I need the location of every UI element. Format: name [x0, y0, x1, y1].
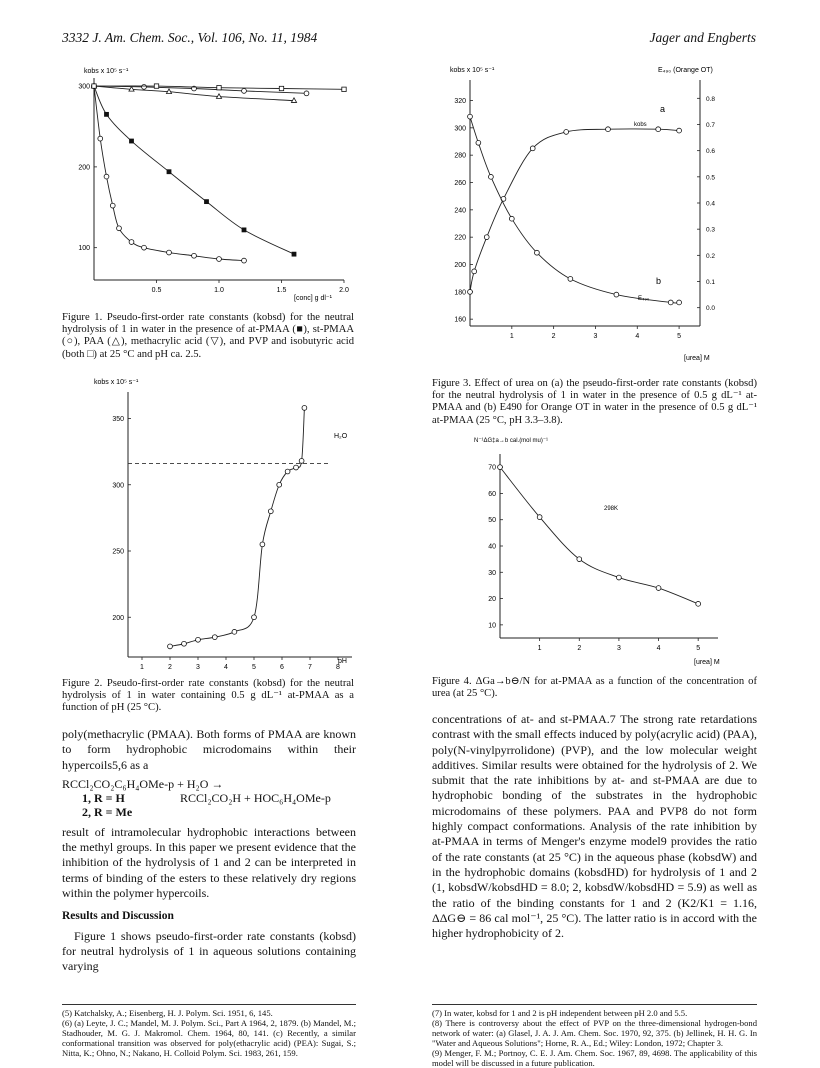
- equation-compound-1: 1, R = H: [82, 790, 125, 805]
- fig2-ytick-label: 350: [112, 416, 124, 423]
- fig4-series-0-point: [498, 465, 503, 470]
- fig1-series-3-point: [304, 91, 309, 96]
- fig1-xtick-label: 1.0: [214, 287, 224, 294]
- fig3-series-0-point: [656, 127, 661, 132]
- fig3-ytick-label: 200: [454, 262, 466, 269]
- fig1-ytick-label: 300: [78, 83, 90, 91]
- fig1-series-4-point: [217, 85, 221, 89]
- fig2-xtick-label: 5: [252, 664, 256, 671]
- running-header-right: Jager and Engberts: [649, 30, 756, 45]
- fig4-ytick-label: 30: [488, 569, 496, 577]
- section-heading: Results and Discussion: [62, 910, 174, 923]
- fig1-series-1-point: [98, 136, 103, 141]
- fig4-xtick-label: 5: [696, 645, 701, 652]
- fig4-series-0-line: [500, 467, 698, 604]
- fig1-series-1-point: [104, 174, 109, 179]
- fig3-ytick-label: 180: [454, 289, 466, 297]
- equation-products: RCCl₂CO₂H + HOC₆H₄OMe-p: [180, 790, 331, 805]
- fig3-annot-kobs: kobs: [634, 122, 647, 128]
- fig1-ytick-label: 100: [78, 245, 90, 253]
- fig1-series-0-point: [167, 169, 172, 174]
- fig2-series-0-point: [285, 469, 290, 474]
- fig4-series-0-point: [617, 575, 622, 580]
- fig1-series-1-point: [242, 258, 247, 263]
- fig2-series-0-point: [252, 615, 257, 620]
- fig2-xtick-label: 6: [280, 664, 284, 671]
- figure-4-chart: [432, 432, 732, 672]
- fig2-series-0-point: [232, 629, 237, 634]
- fig4-annot: 298K: [604, 506, 619, 512]
- fig3-ytick-label: 220: [454, 234, 466, 242]
- fig1-xtick-label: 0.5: [151, 287, 162, 294]
- figure-4-caption: Figure 4. ΔGa→b⊖/N for at-PMAA as a function of the concentration of urea (at 25 °C).: [432, 676, 757, 700]
- fig3-annot-b: b: [656, 276, 662, 286]
- fig2-series-0-point: [302, 406, 307, 411]
- fig4-ytick-label: 70: [488, 464, 496, 472]
- fig3-y2tick-label: 0.0: [706, 305, 716, 313]
- footnote-9: (9) Menger, F. M.; Portnoy, C. E. J. Am. Chem. Soc. 1967, 89, 4698. The applicability of this model will be discussed in a future publication.: [432, 1048, 757, 1068]
- fig3-y2label: E₄₉₀ (Orange OT): [658, 67, 713, 74]
- figure-3-caption: Figure 3. Effect of urea on (a) the pseudo-first-order rate constants (kobsd) for the neutral hydrolysis of 1 in water in the presence of 0.5 g dL⁻¹ at-PMAA and (b) E490 for Orange OT in water in the presence of 0.5 g dL⁻¹ at-PMAA (25 °C, pH 3.3–3.8).: [432, 378, 757, 426]
- fig1-series-0-point: [104, 112, 109, 117]
- fig3-xtick-label: 5: [677, 333, 682, 340]
- fig1-series-0-line: [94, 86, 294, 254]
- fig1-series-4-point: [92, 84, 96, 88]
- fig1-series-4-point: [154, 84, 158, 88]
- right-paragraph-1: concentrations of at- and st-PMAA.7 The strong rate retardations contrast with the small effects induced by poly(acrylic acid) (PAA), poly(N-vinylpyrrolidone) (PVP), and the low molecular weight additives. Similar results were obtained for the hydrolysis of 2. We submit that the rate inhibitions by at- and st-PMAA are due to hydrophobic bonding of the substrates in the hydrophobic microdomains of these polymers. PAA and PVP8 do not form highly compact conformations. Analysis of the rate inhibition by at-PMAA in terms of Menger's enzyme model9 provides the ratio of the rate constants (at 25 °C) in the aqueous phase (kobsdW) and in the hydrophobic domains (kobsdHD) for hydrolysis of 1 and 2 (1, kobsdW/kobsdHD = 8.0; 2, kobsdW/kobsdHD = 5.9) as well as the ratio of the binding constants for 1 and 2 (K2/K1 = 1.16, ΔΔG⊖ = 86 cal mol⁻¹, 25 °C). The latter ratio is in accord with the higher hydrophobicity of 2.: [432, 712, 757, 941]
- figure-3-chart: [432, 58, 752, 368]
- fig3-series-0-point: [472, 269, 477, 274]
- fig3-series-1-point: [535, 250, 540, 255]
- fig4-series-0-point: [656, 586, 661, 591]
- fig1-series-1-point: [192, 253, 197, 258]
- equation-line-1: RCCl₂CO₂C₆H₄OMe-p + H₂O →: [62, 776, 224, 791]
- fig1-ylabel: kobs x 10⁵ s⁻¹: [84, 68, 129, 75]
- fig3-ytick-label: 160: [454, 316, 466, 324]
- fig4-xtick-label: 4: [656, 645, 661, 652]
- reaction-equation: [62, 777, 356, 819]
- fig3-series-0-line: [470, 129, 679, 292]
- fig3-ytick-label: 280: [454, 152, 466, 160]
- fig3-xtick-label: 3: [593, 333, 598, 340]
- fig3-xtick-label: 1: [509, 333, 514, 340]
- fig3-ytick-label: 300: [454, 125, 466, 133]
- figure-1-caption: Figure 1. Pseudo-first-order rate constants (kobsd) for the neutral hydrolysis of 1 in water in the presence of at-PMAA (■), st-PMAA (○), PAA (△), methacrylic acid (▽), and PVP and isobutyric acid (both □) at 25 °C and pH ca. 2.5.: [62, 312, 354, 360]
- fig3-ytick-label: 320: [454, 98, 466, 105]
- fig3-series-1-point: [568, 276, 573, 281]
- fig4-ytick-label: 40: [488, 543, 496, 551]
- fig2-xtick-label: 4: [224, 664, 228, 671]
- fig2-xtick-label: 2: [168, 664, 172, 671]
- fig2-series-0-point: [212, 635, 217, 640]
- fig4-ytick-label: 60: [488, 490, 496, 498]
- fig2-xtick-label: 7: [308, 664, 312, 671]
- fig1-series-1-point: [110, 203, 115, 208]
- running-header-left: 3332 J. Am. Chem. Soc., Vol. 106, No. 11, 1984: [62, 30, 318, 45]
- fig2-series-0-point: [196, 637, 201, 642]
- fig2-series-0-point: [260, 542, 265, 547]
- figure-2-chart: [62, 372, 362, 672]
- fig2-series-0-point: [294, 465, 299, 470]
- fig3-ytick-label: 240: [454, 207, 466, 215]
- left-paragraph-1: poly(methacrylic (PMAA). Both forms of PMAA are known to form hydrophobic microdomains within their hypercoils5,6 as a: [62, 727, 356, 772]
- fig3-ylabel: kobs x 10⁵ s⁻¹: [450, 67, 495, 74]
- fig3-series-1-point: [468, 114, 473, 119]
- fig4-ytick-label: 10: [488, 622, 496, 630]
- fig3-series-0-point: [564, 130, 569, 135]
- fig3-annot-a: a: [660, 104, 666, 114]
- fig3-series-1-point: [509, 216, 514, 221]
- fig2-series-0-point: [268, 509, 273, 514]
- fig3-series-1-line: [470, 117, 679, 303]
- fig1-series-0-point: [242, 228, 247, 233]
- fig4-ytick-label: 20: [488, 596, 496, 604]
- fig4-series-0-point: [577, 557, 582, 562]
- fig1-series-0-point: [204, 199, 209, 204]
- fig2-ylabel: kobs x 10⁵ s⁻¹: [94, 379, 139, 386]
- fig3-series-1-point: [677, 300, 682, 305]
- fig3-annot-e490: E₄₉₀: [638, 296, 650, 302]
- fig4-xtick-label: 1: [537, 645, 542, 652]
- fig3-y2tick-label: 0.3: [706, 226, 716, 234]
- fig4-series-0-point: [696, 601, 701, 606]
- fig3-y2tick-label: 0.7: [706, 121, 716, 129]
- fig2-series-0-point: [277, 482, 282, 487]
- left-paragraph-2: result of intramolecular hydrophobic interactions between the methyl groups. In this paper we present evidence that the inhibition of the hydrolysis of 1 and 2 can be interpreted in terms of binding of the esters to these relatively dry regions within the polymer hypercoils.: [62, 824, 356, 901]
- fig3-series-1-point: [614, 292, 619, 297]
- fig1-series-4-point: [279, 86, 283, 90]
- fig3-y2tick-label: 0.2: [706, 252, 716, 260]
- fig1-xlabel: [conc] g dl⁻¹: [294, 295, 332, 302]
- fig3-series-0-point: [468, 289, 473, 294]
- fig2-ytick-label: 200: [112, 614, 124, 622]
- fig2-xtick-label: 1: [140, 664, 144, 671]
- fig2-ytick-label: 300: [112, 482, 124, 490]
- fig1-xtick-label: 2.0: [339, 287, 349, 294]
- footnote-7: (7) In water, kobsd for 1 and 2 is pH independent between pH 2.0 and 5.5.: [432, 1008, 688, 1018]
- fig3-series-0-point: [677, 128, 682, 133]
- fig4-xlabel: [urea] M: [694, 659, 720, 666]
- footnote-6: (6) (a) Leyte, J. C.; Mandel, M. J. Polym. Sci., Part A 1964, 2, 1879. (b) Mandel, M.; Stadhouder, M. G. J. Makromol. Chem. 1964, 80, 141. (c) Recently, a similar conformational transition was observed for poly(ethacrylic acid) (PEA): Sugai, S.; Nitta, K.; Ohno, N.; Nakano, H. Colloid Polym. Sci. 1983, 261, 159.: [62, 1018, 356, 1058]
- footnotes-right: [432, 1008, 757, 1068]
- fig3-xtick-label: 4: [635, 333, 640, 340]
- fig3-xtick-label: 2: [551, 333, 556, 340]
- footnote-rule-right: [432, 1004, 757, 1005]
- fig4-ytick-label: 50: [488, 517, 496, 525]
- fig1-series-0-point: [292, 252, 297, 257]
- fig1-series-0-point: [129, 139, 134, 144]
- fig2-series-0-line: [170, 408, 304, 647]
- fig3-y2tick-label: 0.5: [706, 174, 716, 182]
- left-column-body: [62, 727, 356, 975]
- fig3-series-1-point: [476, 140, 481, 145]
- fig1-series-1-point: [117, 226, 122, 231]
- fig1-series-1-point: [129, 240, 134, 245]
- footnotes-left: [62, 1008, 356, 1058]
- fig2-ytick-label: 250: [112, 548, 124, 556]
- fig4-xtick-label: 3: [616, 645, 621, 652]
- fig2-series-0-point: [168, 644, 173, 649]
- fig2-series-0-point: [182, 641, 187, 646]
- fig1-series-1-point: [167, 250, 172, 255]
- fig1-ytick-label: 200: [78, 164, 90, 172]
- fig2-ref-label: H₂O: [334, 433, 348, 440]
- fig1-series-4-point: [342, 87, 346, 91]
- fig3-xlabel: [urea] M: [684, 355, 710, 362]
- fig1-series-1-point: [217, 257, 222, 262]
- fig3-y2tick-label: 0.1: [706, 279, 716, 287]
- footnote-5: (5) Katchalsky, A.; Eisenberg, H. J. Polym. Sci. 1951, 6, 145.: [62, 1008, 273, 1018]
- fig1-series-3-point: [142, 84, 147, 89]
- fig3-series-1-point: [668, 300, 673, 305]
- fig2-series-0-point: [299, 459, 304, 464]
- footnote-rule-left: [62, 1004, 356, 1005]
- fig3-y2tick-label: 0.6: [706, 148, 716, 156]
- fig1-xtick-label: 1.5: [276, 287, 287, 294]
- fig4-series-0-point: [537, 515, 542, 520]
- fig1-series-1-point: [142, 245, 147, 250]
- fig1-series-3-point: [242, 89, 247, 94]
- fig3-ytick-label: 260: [454, 180, 466, 187]
- fig2-xtick-label: 8: [336, 664, 340, 671]
- left-paragraph-3: Figure 1 shows pseudo-first-order rate constants (kobsd) for neutral hydrolysis of 1 in aqueous solutions containing varying: [62, 928, 356, 974]
- fig2-xtick-label: 3: [196, 664, 200, 671]
- figure-1-chart: [62, 58, 352, 308]
- equation-compound-2: 2, R = Me: [82, 804, 133, 819]
- footnote-8: (8) There is controversy about the effect of PVP on the three-dimensional hydrogen-bond network of water: (a) Glasel, J. A. J. Am. Chem. Soc. 1970, 92, 375. (b) Jellinek, H. H. G. In "Water and Aqueous Solutions"; Horne, R. A., Ed.; Wiley: London, 1972; Chapter 3.: [432, 1018, 757, 1048]
- fig3-y2tick-label: 0.8: [706, 95, 716, 103]
- fig2-xlabel: pH: [338, 658, 347, 665]
- fig3-series-0-point: [606, 127, 611, 132]
- fig3-series-0-point: [530, 146, 535, 151]
- right-column-body: [432, 712, 757, 941]
- figure-2-caption: Figure 2. Pseudo-first-order rate constants (kobsd) for the neutral hydrolysis of 1 in water containing 0.5 g dL⁻¹ at-PMAA as a function of pH (25 °C).: [62, 678, 354, 714]
- fig3-y2tick-label: 0.4: [706, 200, 716, 208]
- fig4-xtick-label: 2: [577, 645, 582, 652]
- fig3-series-1-point: [489, 174, 494, 179]
- fig3-series-0-point: [484, 235, 489, 240]
- fig4-ylabel: N⁻¹ΔG‡a→b cal.(mol mu)⁻¹: [474, 438, 549, 444]
